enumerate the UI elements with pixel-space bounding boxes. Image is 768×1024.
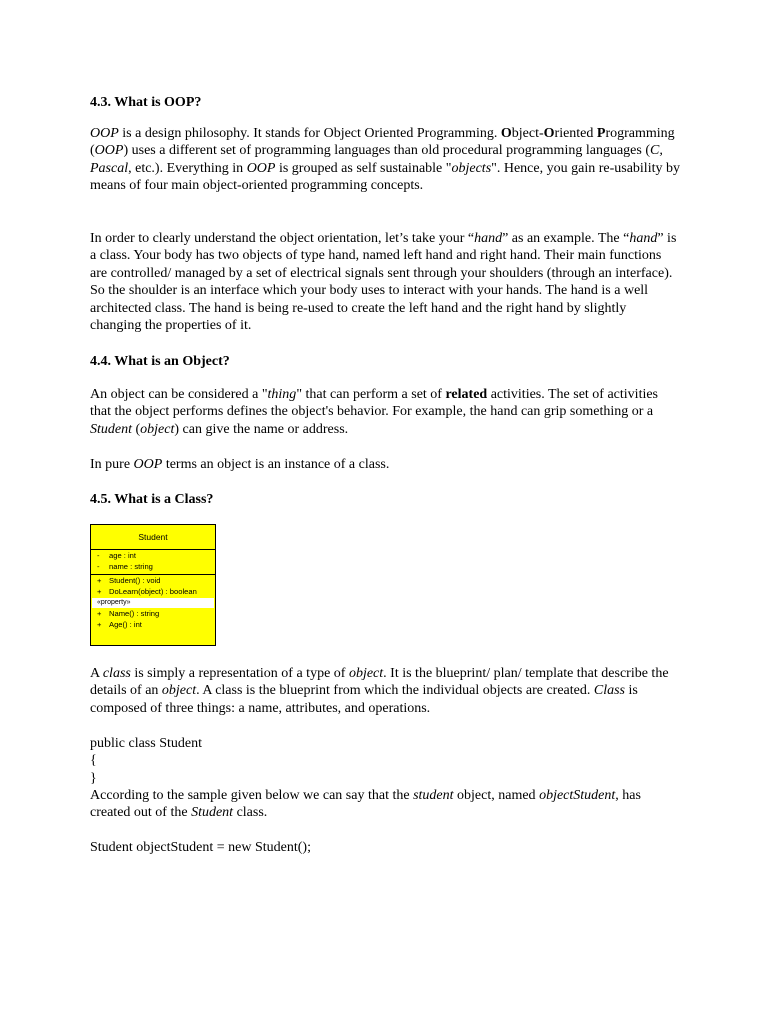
code-object-instantiation: Student objectStudent = new Student();	[90, 840, 311, 855]
uml-attributes	[91, 550, 215, 575]
uml-property-row: + Name() : string	[97, 609, 160, 618]
code-line: {	[90, 753, 97, 769]
uml-operation-row: + DoLearn(object) : boolean	[97, 586, 197, 596]
heading-what-is-oop: 4.3. What is OOP?	[90, 95, 202, 110]
uml-class-diagram	[90, 524, 216, 646]
oop-paragraph-1: OOP is a design philosophy. It stands for Object Oriented Programming. Object-Oriented Programming (OOP) uses a different set of programming languages than old procedural programming languages (C, Pascal, etc.). Everything in OOP is grouped as self sustainable "objects". Hence, you gain re-usability by means of four main object-oriented programming concepts.	[90, 126, 680, 194]
uml-attribute-row: - name : string	[97, 561, 153, 571]
code-line: }	[90, 770, 97, 786]
uml-attribute-row: - age : int	[97, 551, 137, 560]
uml-operation-row: + Student() : void	[97, 576, 161, 585]
code-class-declaration	[90, 735, 680, 787]
heading-what-is-a-class: 4.5. What is a Class?	[90, 492, 214, 507]
oop-paragraph-2: In order to clearly understand the object orientation, let’s take your “hand” as an example. The “hand” is a class. Your body has two objects of type hand, named left hand and right hand. Their main functions are controlled/ managed by a set of electrical signals sent through your shoulders (through an interface). So the shoulder is an interface which your body uses to interact with your hands. The hand is a well architected class. The hand is being re-used to create the left hand and the right hand by slightly changing the properties of it.	[90, 231, 677, 334]
object-paragraph-2: In pure OOP terms an object is an instance of a class.	[90, 457, 390, 472]
uml-class-name: Student	[91, 525, 215, 550]
class-paragraph-2: According to the sample given below we can say that the student object, named objectStudent, has created out of the Student class.	[90, 788, 641, 821]
class-paragraph-1: A class is simply a representation of a type of object. It is the blueprint/ plan/ template that describe the details of an object. A class is the blueprint from which the individual objects are created. Class is composed of three things: a name, attributes, and operations.	[90, 666, 669, 716]
uml-property-row: + Age() : int	[97, 619, 142, 629]
uml-stereotype-property: «property»	[92, 598, 214, 608]
code-line: public class Student	[90, 736, 202, 751]
object-paragraph-1: An object can be considered a "thing" that can perform a set of related activities. The set of activities that the object performs defines the object's behavior. For example, the hand can grip something or a Student (object) can give the name or address.	[90, 387, 659, 437]
uml-operations	[91, 575, 215, 632]
heading-what-is-an-object: 4.4. What is an Object?	[90, 354, 230, 369]
